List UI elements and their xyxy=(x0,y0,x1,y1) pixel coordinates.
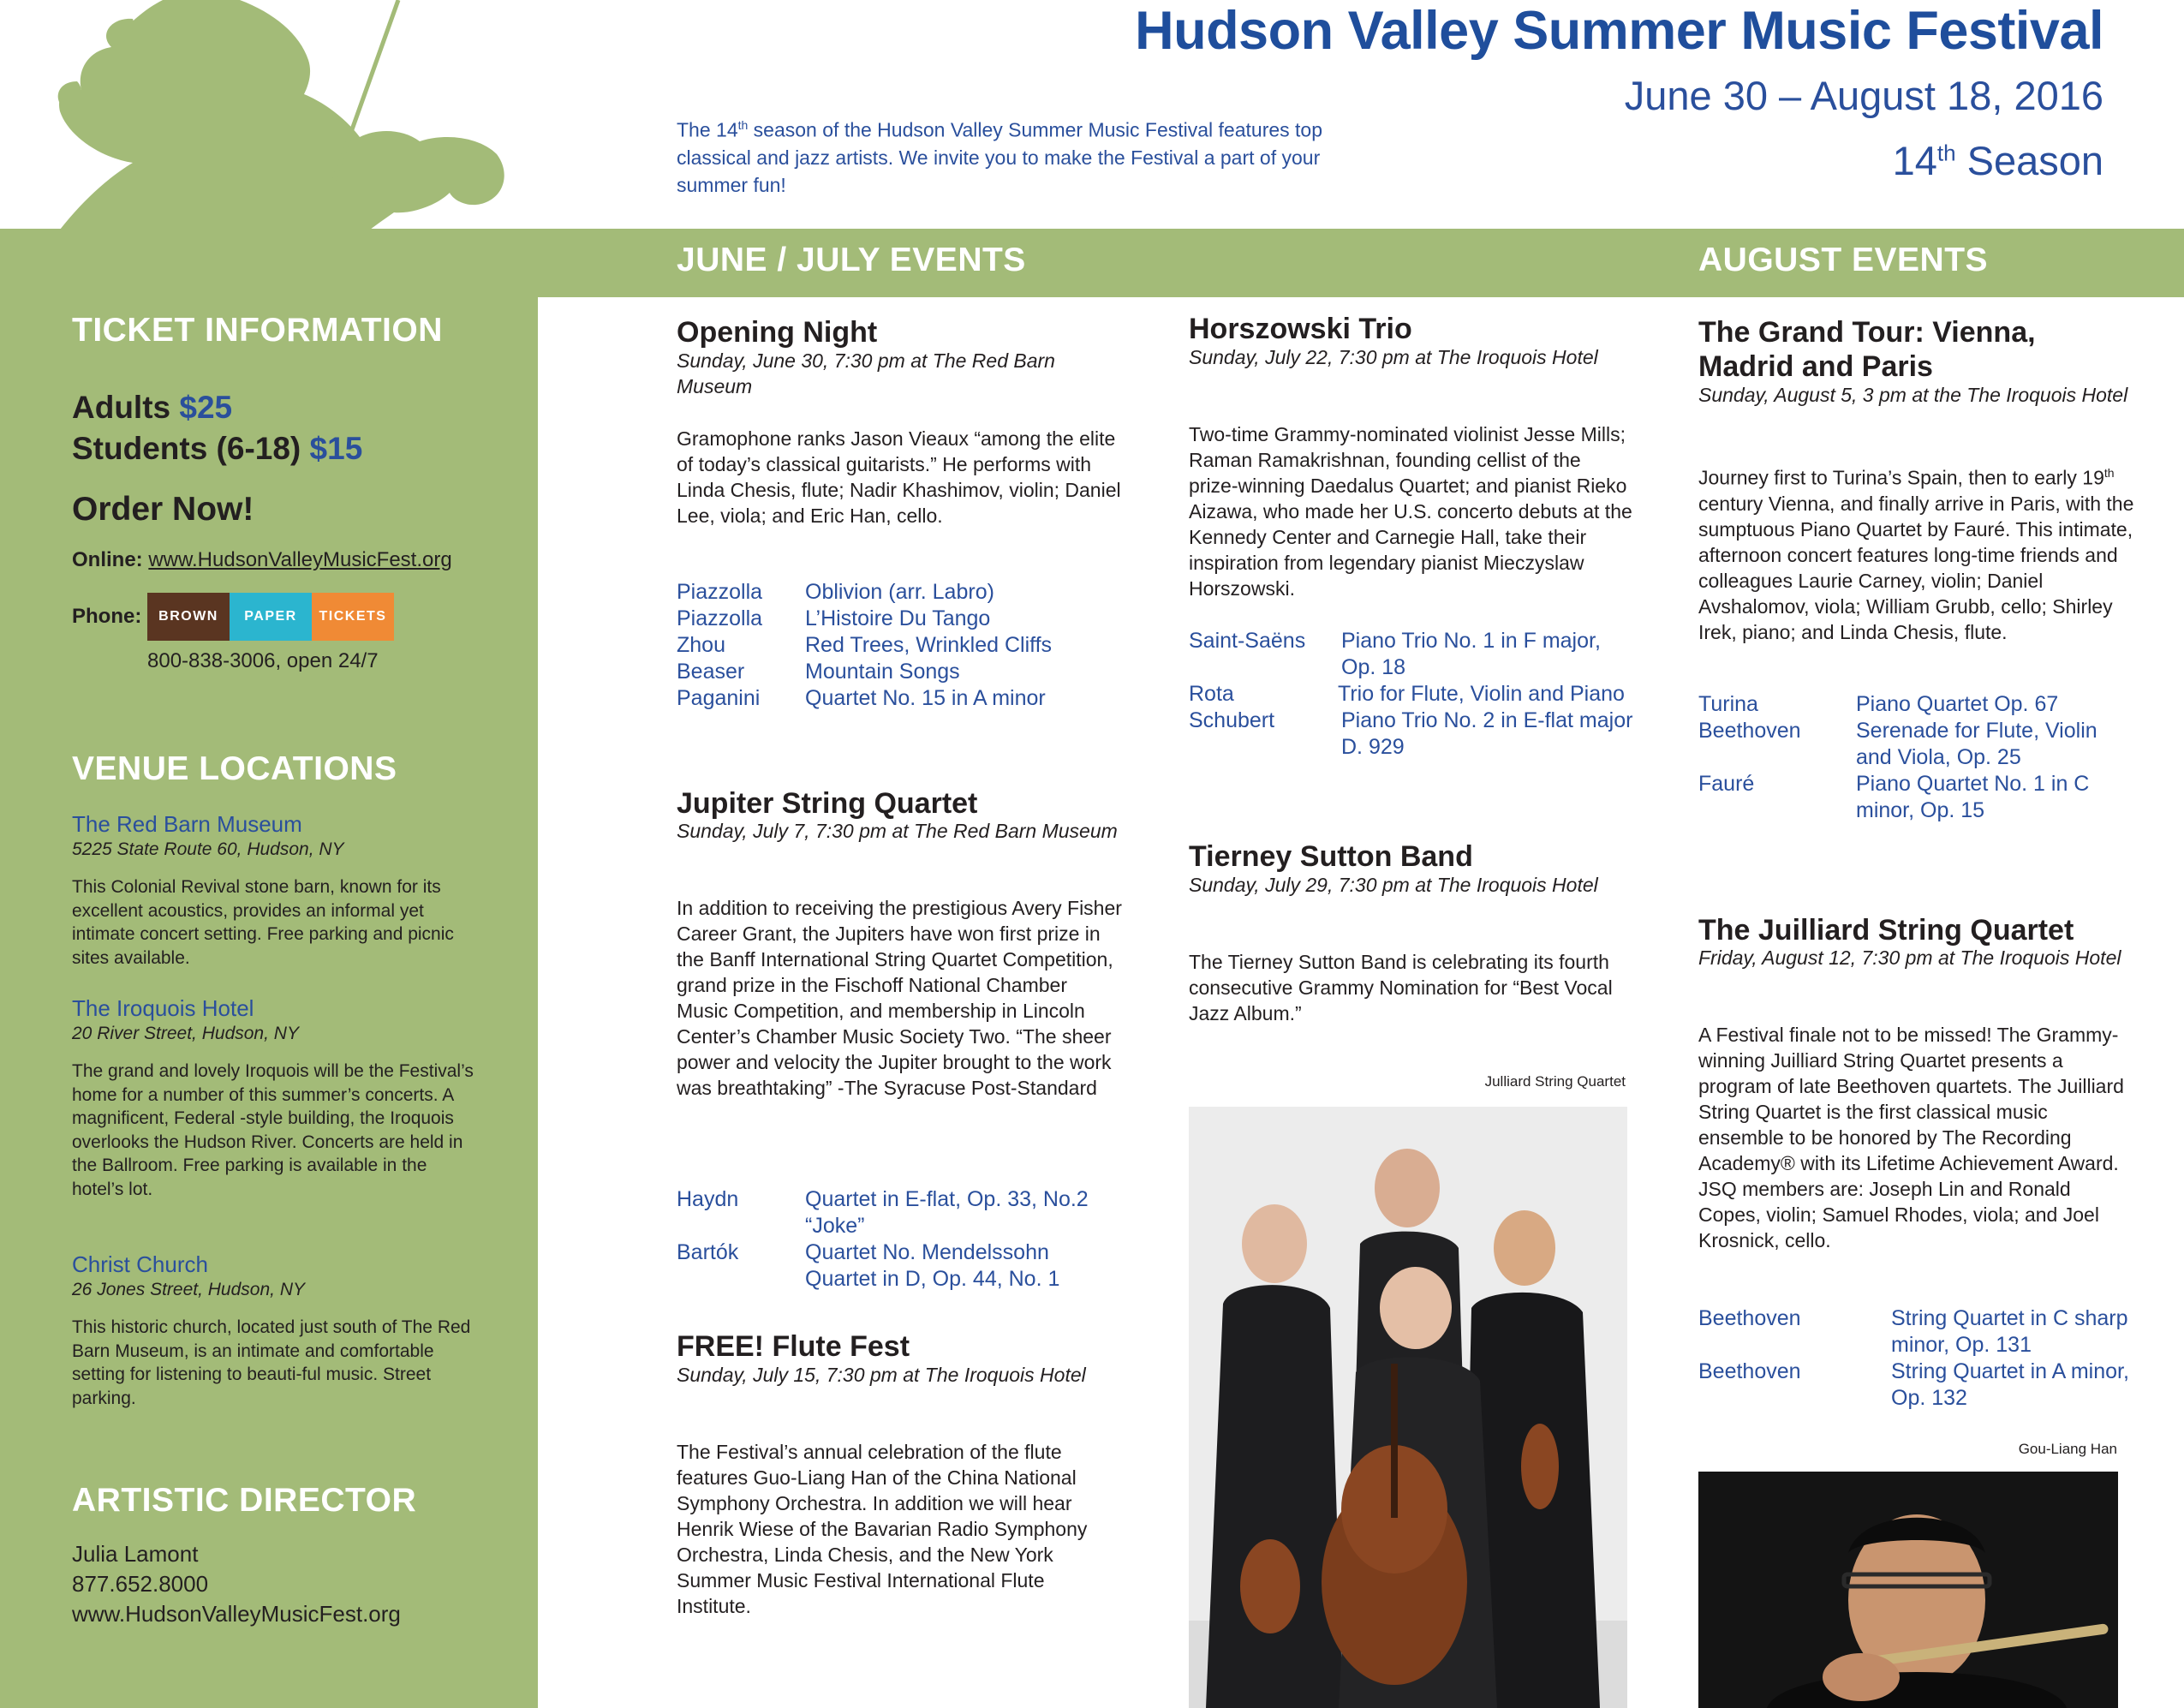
venue-address: 26 Jones Street, Hudson, NY xyxy=(72,1280,305,1299)
venue-description: This historic church, located just south of The Red Barn Museum, is an intimate and comfortable setting for listening to beauti-ful music. Street parking. xyxy=(72,1317,471,1408)
event-when: Sunday, July 29, 7:30 pm at The Iroquois Hotel xyxy=(1189,874,1598,896)
artistic-director-heading: ARTISTIC DIRECTOR xyxy=(72,1482,417,1519)
event-description: A Festival finale not to be missed! The Grammy-winning Juilliard String Quartet presents a program of late Beethoven quartets. The Juilliard String Quartet is the first classical music ensemble to be honored by The Recording Academy® with its Lifetime Achievement Award. JSQ members are: Joseph Lin and Ronald Copes, violin; Samuel Rhodes, viola; and Joel Krosnick, cello. xyxy=(1698,1024,2124,1251)
quartet-photo xyxy=(1189,1107,1627,1708)
venue-description: The grand and lovely Iroquois will be the Festival’s home for a number of this summer’s concerts. A magnificent, Federal -style building, the Iroquois overlooks the Hudson River. Concerts are held in the Ballroom. Free parking is available in the hotel’s lot. xyxy=(72,1061,474,1199)
program-work: Quartet No. 15 in A minor xyxy=(805,686,1046,710)
program-work: Red Trees, Wrinkled Cliffs xyxy=(805,633,1053,657)
program-work: String Quartet in A minor, Op. 132 xyxy=(1891,1359,2129,1410)
quartet-photo-illustration xyxy=(1189,1107,1627,1708)
program-composer: Beethoven xyxy=(1698,1306,1801,1330)
event-when: Sunday, July 7, 7:30 pm at The Red Barn Museum xyxy=(677,820,1118,842)
program-work: Piano Trio No. 2 in E-flat major D. 929 xyxy=(1341,708,1633,759)
program-work: Quartet No. Mendelssohn Quartet in D, Op. 44, No. 1 xyxy=(805,1240,1060,1291)
phone-number: 800-838-3006, open 24/7 xyxy=(147,649,379,672)
program-work: Piano Trio No. 1 in F major, Op. 18 xyxy=(1341,629,1601,679)
program-work: L’Histoire Du Tango xyxy=(805,606,991,630)
festival-intro: The 14th season of the Hudson Valley Summer Music Festival features top classical and jazz artists. We invite you to make the Festival a part of your summer fun! xyxy=(677,118,1323,196)
program-composer: Schubert xyxy=(1189,708,1275,732)
program-composer: Piazzolla xyxy=(677,606,763,630)
festival-website-link[interactable]: www.HudsonValleyMusicFest.org xyxy=(148,548,452,571)
program-work: Oblivion (arr. Labro) xyxy=(805,580,994,604)
program-composer: Saint-Saëns xyxy=(1189,629,1306,653)
event-title-jupiter: Jupiter String Quartet xyxy=(677,787,978,820)
event-title-opening-night: Opening Night xyxy=(677,316,878,349)
program-work: Piano Quartet No. 1 in C minor, Op. 15 xyxy=(1856,772,2090,822)
program-work: Trio for Flute, Violin and Piano xyxy=(1338,682,1625,706)
venue-description: This Colonial Revival stone barn, known for its excellent acoustics, provides an informal yet intimate concert setting. Free parking and picnic sites available. xyxy=(72,877,454,968)
photo-caption: Gou-Liang Han xyxy=(2018,1441,2117,1457)
festival-season: 14th Season xyxy=(1892,138,2103,183)
program-composer: Paganini xyxy=(677,686,761,710)
program-composer: Turina xyxy=(1698,692,1758,716)
venue-address: 20 River Street, Hudson, NY xyxy=(72,1024,299,1043)
artistic-director-info xyxy=(72,1539,401,1629)
flutist-photo xyxy=(1698,1472,2118,1708)
adults-price-row: Adults $25 xyxy=(72,390,233,425)
event-title-juilliard: The Juilliard String Quartet xyxy=(1698,914,2074,947)
brown-paper-tickets-logo-brown[interactable]: BROWN xyxy=(147,593,230,641)
event-title-flute-fest: FREE! Flute Fest xyxy=(677,1330,910,1363)
event-when: Sunday, August 5, 3 pm at the The Iroquois Hotel xyxy=(1698,384,2128,406)
director-website[interactable]: www.HudsonValleyMusicFest.org xyxy=(72,1601,401,1627)
august-heading: AUGUST EVENTS xyxy=(1698,242,1989,278)
event-when: Friday, August 12, 7:30 pm at The Iroquois Hotel xyxy=(1698,947,2121,969)
program-work: Quartet in E-flat, Op. 33, No.2 “Joke” xyxy=(805,1187,1089,1238)
event-description: The Tierney Sutton Band is celebrating its fourth consecutive Grammy Nomination for “Best Vocal Jazz Album.” xyxy=(1189,951,1613,1024)
program-composer: Rota xyxy=(1189,682,1234,706)
flutist-photo-illustration xyxy=(1698,1472,2118,1708)
venue-name: Christ Church xyxy=(72,1251,208,1277)
order-now-heading: Order Now! xyxy=(72,491,254,528)
program-composer: Beaser xyxy=(677,660,745,684)
program-composer: Haydn xyxy=(677,1187,739,1211)
venue-name: The Red Barn Museum xyxy=(72,811,302,837)
program-composer: Beethoven xyxy=(1698,1359,1801,1383)
event-title-tierney-sutton: Tierney Sutton Band xyxy=(1189,840,1473,873)
festival-title: Hudson Valley Summer Music Festival xyxy=(1135,1,2103,61)
program-work: String Quartet in C sharp minor, Op. 131 xyxy=(1891,1306,2128,1357)
online-order: Online: www.HudsonValleyMusicFest.org xyxy=(72,548,452,571)
event-description: In addition to receiving the prestigious Avery Fisher Career Grant, the Jupiters have won first prize in the Banff International String Quartet Competition, grand prize in the Fischoff National Chamber Music Competition, and membership in Lincoln Center’s Chamber Music Society Two. “The sheer power and velocity the Jupiter brought to the work was breathtaking” -The Syracuse Post-Standard xyxy=(677,897,1122,1099)
event-description: Journey first to Turina’s Spain, then to early 19th century Vienna, and finally arrive in Paris, with the sumptuous Piano Quartet by Fauré. This intimate, afternoon concert features long-time friends and colleagues Laurie Carney, violin; Daniel Avshalomov, viola; William Grubb, cello; Shirley Irek, piano; and Linda Chesis, flute. xyxy=(1698,466,2134,643)
event-description: The Festival’s annual celebration of the flute features Guo-Liang Han of the China National Symphony Orchestra. In addition we will hear Henrik Wiese of the Bavarian Radio Symphony Orchestra, Linda Chesis, and the New York Summer Music Festival International Flute Institute. xyxy=(677,1441,1088,1617)
june-july-heading: JUNE / JULY EVENTS xyxy=(677,242,1026,278)
program-work: Piano Quartet Op. 67 xyxy=(1856,692,2059,716)
venue-address: 5225 State Route 60, Hudson, NY xyxy=(72,839,344,859)
program-composer: Fauré xyxy=(1698,772,1755,796)
students-price-row: Students (6-18) $15 xyxy=(72,431,363,466)
program-composer: Bartók xyxy=(677,1240,739,1264)
photo-caption: Julliard String Quartet xyxy=(1484,1073,1626,1090)
venue-locations-heading: VENUE LOCATIONS xyxy=(72,750,397,787)
festival-dates: June 30 – August 18, 2016 xyxy=(1624,73,2103,118)
program-composer: Piazzolla xyxy=(677,580,763,604)
event-title-horszowski: Horszowski Trio xyxy=(1189,313,1412,345)
phone-label: Phone: xyxy=(72,605,142,628)
director-phone: 877.652.8000 xyxy=(72,1571,209,1597)
ticket-info-heading: TICKET INFORMATION xyxy=(72,312,443,349)
brown-paper-tickets-logo-paper[interactable]: PAPER xyxy=(230,593,312,641)
director-name: Julia Lamont xyxy=(72,1541,199,1567)
program-composer: Beethoven xyxy=(1698,719,1801,743)
program-work: Mountain Songs xyxy=(805,660,960,684)
venue-name: The Iroquois Hotel xyxy=(72,995,254,1021)
brown-paper-tickets-logo-tickets[interactable]: TICKETS xyxy=(312,593,394,641)
event-description: Two-time Grammy-nominated violinist Jesse Mills; Raman Ramakrishnan, founding cellist of the prize-winning Daedalus Quartet; and pianist Rieko Aizawa, who made her U.S. concerto debuts at the Kennedy Center and Carnegie Hall, take their inspiration from legendary pianist Mieczyslaw Horszowski. xyxy=(1189,423,1632,600)
event-when: Sunday, July 22, 7:30 pm at The Iroquois Hotel xyxy=(1189,346,1598,368)
event-description: Gramophone ranks Jason Vieaux “among the elite of today’s classical guitarists.” He performs with Linda Chesis, flute; Nadir Khashimov, violin; Daniel Lee, viola; and Eric Han, cello. xyxy=(677,427,1121,527)
event-title-grand-tour: The Grand Tour: Vienna, Madrid and Paris xyxy=(1698,316,2036,383)
event-when: Sunday, July 15, 7:30 pm at The Iroquois Hotel xyxy=(677,1364,1086,1386)
event-when: Sunday, June 30, 7:30 pm at The Red Barn Museum xyxy=(677,349,1055,397)
program-work: Serenade for Flute, Violin and Viola, Op. 25 xyxy=(1856,719,2097,769)
program-composer: Zhou xyxy=(677,633,725,657)
ticket-prices xyxy=(72,387,362,469)
violinist-silhouette-logo xyxy=(51,0,634,230)
